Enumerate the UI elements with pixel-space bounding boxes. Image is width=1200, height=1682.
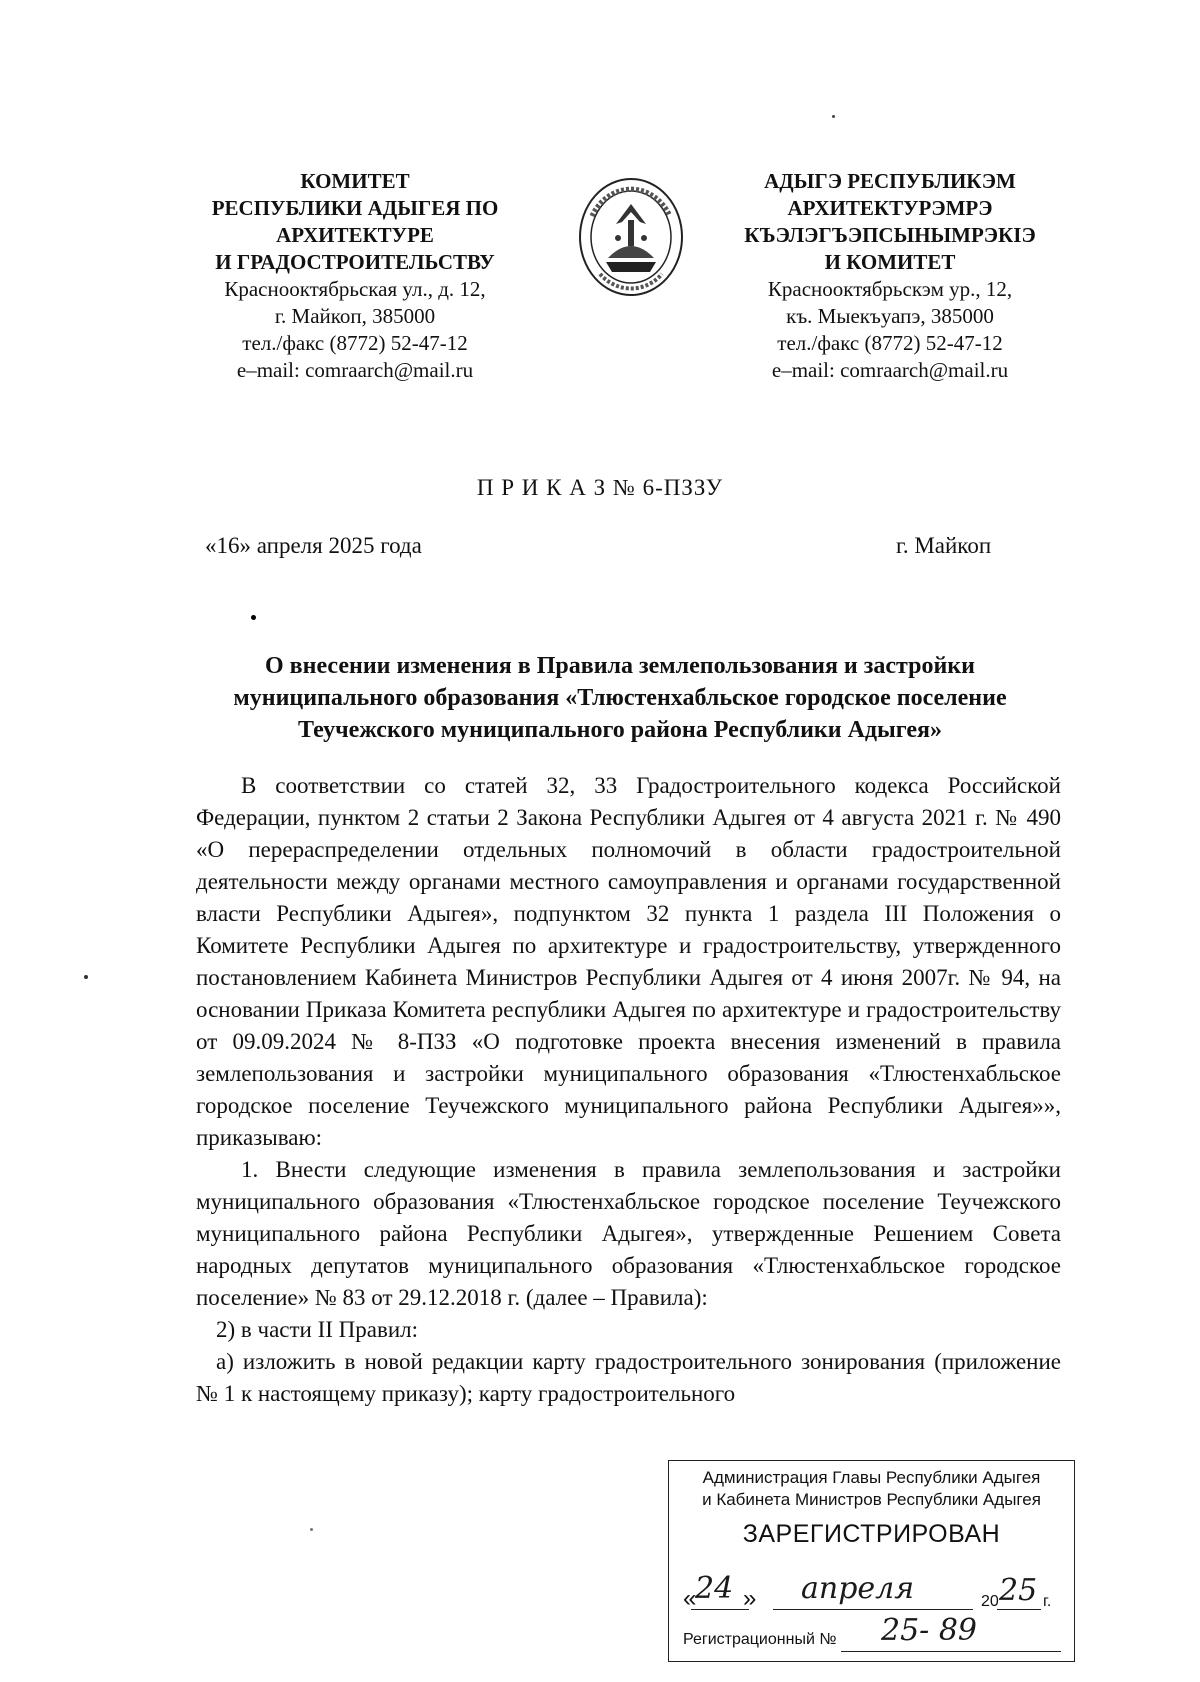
stamp-status: ЗАРЕГИСТРИРОВАН	[742, 1520, 1001, 1548]
header-right-phone: тел./факс (8772) 52-47-12	[777, 331, 1003, 355]
stamp-year-underline	[997, 1609, 1041, 1610]
stamp-quote-open: «	[683, 1585, 697, 1612]
stamp-year-prefix: 20	[981, 1593, 999, 1610]
header-left-city: г. Майкоп, 385000	[274, 304, 436, 328]
order-body	[196, 770, 1061, 1410]
stamp-day: 24	[695, 1571, 734, 1606]
header-right-line-2: АРХИТЕКТУРЭМРЭ	[787, 196, 993, 220]
order-city: г. Майкоп	[896, 533, 992, 558]
order-subject: О внесении изменения в Правила землепользования и застройки муниципального образования «Тлюстенхабльское городское поселение Теучежского муниципального района Республики Адыгея»	[233, 653, 1007, 743]
stamp-reg-number: 25- 89	[881, 1613, 978, 1648]
stamp-month-underline	[773, 1609, 973, 1610]
registration-stamp	[668, 1460, 1075, 1662]
stamp-reg-label: Регистрационный №	[683, 1631, 837, 1648]
stamp-organization	[669, 1467, 1074, 1511]
body-paragraph-2: 1. Внести следующие изменения в правила землепользования и застройки муниципального образования «Тлюстенхабльское городское поселение Теучежского муниципального района Республики Адыгея», утвержденные Решением Совета народных депутатов муниципального образования «Тлюстенхабльское городское поселение» № 83 от 29.12.2018 г. (далее – Правила):	[196, 1157, 1061, 1310]
header-left	[185, 168, 525, 384]
stamp-year-end: г.	[1043, 1593, 1052, 1610]
header-right-line-1: АДЫГЭ РЕСПУБЛИКЭМ	[764, 169, 1016, 193]
header-right	[705, 168, 1075, 384]
header-left-phone: тел./факс (8772) 52-47-12	[242, 331, 468, 355]
stamp-org-line-1: Администрация Главы Республики Адыгея	[702, 1468, 1041, 1487]
stamp-day-underline	[691, 1609, 749, 1610]
header-right-address: Краснооктябрьскэм ур., 12,	[767, 277, 1013, 301]
body-paragraph-3: 2) в части II Правил:	[216, 1317, 419, 1342]
scan-speck	[832, 115, 835, 118]
stamp-month: апреля	[801, 1571, 915, 1606]
header-left-line-2: РЕСПУБЛИКИ АДЫГЕЯ ПО	[211, 196, 499, 220]
stamp-year-suffix: 25	[999, 1573, 1038, 1608]
body-paragraph-4: а) изложить в новой редакции карту градостроительного зонирования (приложение № 1 к настоящему приказу); карту градостроительного	[196, 1349, 1061, 1406]
header-right-line-3: КЪЭЛЭГЪЭПСЫНЫМРЭКIЭ	[744, 223, 1036, 247]
stamp-date-row	[681, 1571, 1066, 1615]
header-left-address: Краснооктябрьская ул., д. 12,	[224, 277, 486, 301]
header-left-line-3: АРХИТЕКТУРЕ	[276, 223, 434, 247]
header-right-line-4: И КОМИТЕТ	[824, 250, 956, 274]
header-right-email: e–mail: comraarch@mail.ru	[771, 358, 1009, 382]
body-paragraph-1: В соответствии со статей 32, 33 Градостроительного кодекса Российской Федерации, пунктом 2 статьи 2 Закона Республики Адыгея от 4 августа 2021 г. № 490 «О перераспределении отдельных полномочий в области градостроительной деятельности между органами местного самоуправления и органами государственной власти Республики Адыгея», подпунктом 32 пункта 1 раздела III Положения о Комитете Республики Адыгея по архитектуре и градостроительству, утвержденного постановлением Кабинета Министров Республики Адыгея от 4 июня 2007г. № 94, на основании Приказа Комитета республики Адыгея по архитектуре и градостроительству от 09.09.2024 № 8-ПЗЗ «О подготовке проекта внесения изменений в правила землепользования и застройки муниципального образования «Тлюстенхабльское городское поселение Теучежского муниципального района Республики Адыгея»», приказываю:	[196, 773, 1061, 1150]
header-right-city: къ. Мыекъуапэ, 385000	[786, 304, 994, 328]
header-left-line-4: И ГРАДОСТРОИТЕЛЬСТВУ	[215, 250, 495, 274]
stamp-org-line-2: и Кабинета Министров Республики Адыгея	[702, 1490, 1041, 1509]
scan-speck	[251, 615, 256, 620]
coat-of-arms-icon	[578, 176, 684, 298]
header-left-line-1: КОМИТЕТ	[300, 169, 410, 193]
header-left-email: e–mail: comraarch@mail.ru	[236, 358, 474, 382]
order-title: П Р И К А З № 6-ПЗЗУ	[476, 475, 724, 500]
order-date: «16» апреля 2025 года	[205, 533, 422, 558]
stamp-quote-close: »	[743, 1585, 757, 1612]
scan-speck	[84, 975, 88, 979]
stamp-number-row	[681, 1613, 1066, 1655]
scan-speck	[310, 1528, 313, 1531]
stamp-reg-underline	[841, 1651, 1061, 1652]
